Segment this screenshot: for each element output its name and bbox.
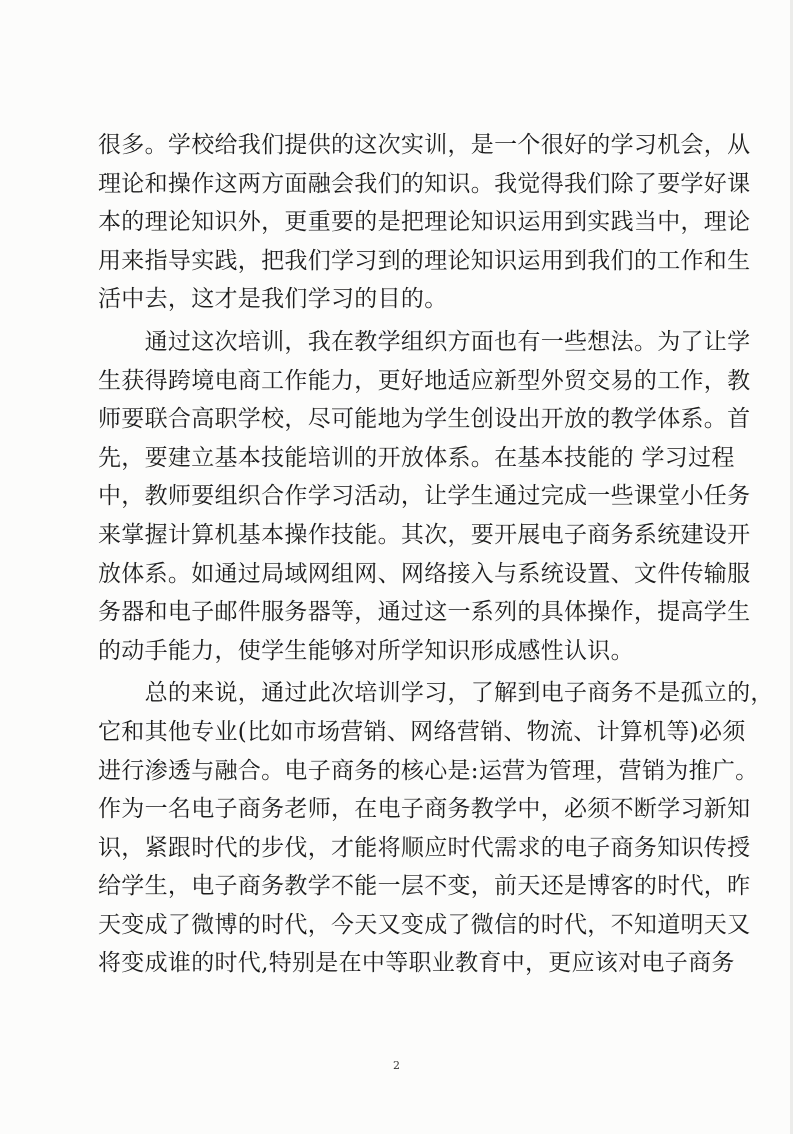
text-line: 中，教师要组织合作学习活动，让学生通过完成一些课堂小任务 xyxy=(98,483,751,510)
paragraph-3 xyxy=(98,674,774,983)
text-line: 务器和电子邮件服务器等，通过这一系列的具体操作，提高学生 xyxy=(98,599,751,626)
text-line: 很多。学校给我们提供的这次实训，是一个很好的学习机会，从 xyxy=(98,132,751,158)
text-line: 用来指导实践，把我们学习到的理论知识运用到我们的工作和生 xyxy=(98,247,751,274)
text-line: 作为一名电子商务老师，在电子商务教学中，必须不断学习新知 xyxy=(98,796,751,823)
paragraph-1 xyxy=(98,126,751,319)
page-number: 2 xyxy=(393,1059,400,1072)
text-line: 进行渗透与融合。电子商务的核心是:运营为管理，营销为推广。 xyxy=(98,757,759,784)
text-line: 它和其他专业(比如市场营销、网络营销、物流、计算机等)必须 xyxy=(98,718,746,745)
text-line: 先，要建立基本技能培训的开放体系。在基本技能的 学习过程 xyxy=(98,444,735,471)
text-line: 天变成了微博的时代，今天又变成了微信的时代，不知道明天又 xyxy=(98,911,751,938)
text-line: 师要联合高职学校，尽可能地为学生创设出开放的教学体系。首 xyxy=(98,406,751,433)
text-line: 本的理论知识外，更重要的是把理论知识运用到实践当中，理论 xyxy=(98,209,751,236)
text-line: 将变成谁的时代,特别是在中等职业教育中，更应该对电子商务 xyxy=(98,950,735,977)
text-line: 来掌握计算机基本操作技能。其次，要开展电子商务系统建设开 xyxy=(98,521,751,548)
text-line: 理论和操作这两方面融会我们的知识。我觉得我们除了要学好课 xyxy=(98,170,751,197)
text-line: 生获得跨境电商工作能力，更好地适应新型外贸交易的工作，教 xyxy=(98,367,751,394)
text-line: 放体系。如通过局域网组网、网络接入与系统设置、文件传输服 xyxy=(98,560,751,587)
text-line: 的动手能力，使学生能够对所学知识形成感性认识。 xyxy=(98,637,634,664)
text-line: 总的来说，通过此次培训学习，了解到电子商务不是孤立的， xyxy=(98,680,774,707)
text-line: 识，紧跟时代的步伐，才能将顺应时代需求的电子商务知识传授 xyxy=(98,834,751,861)
paragraph-2 xyxy=(98,323,751,670)
text-line: 给学生，电子商务教学不能一层不变，前天还是博客的时代，昨 xyxy=(98,873,751,900)
body-text xyxy=(98,126,774,987)
text-line: 通过这次培训，我在教学组织方面也有一些想法。为了让学 xyxy=(98,328,751,355)
text-line: 活中去，这才是我们学习的目的。 xyxy=(98,286,448,313)
